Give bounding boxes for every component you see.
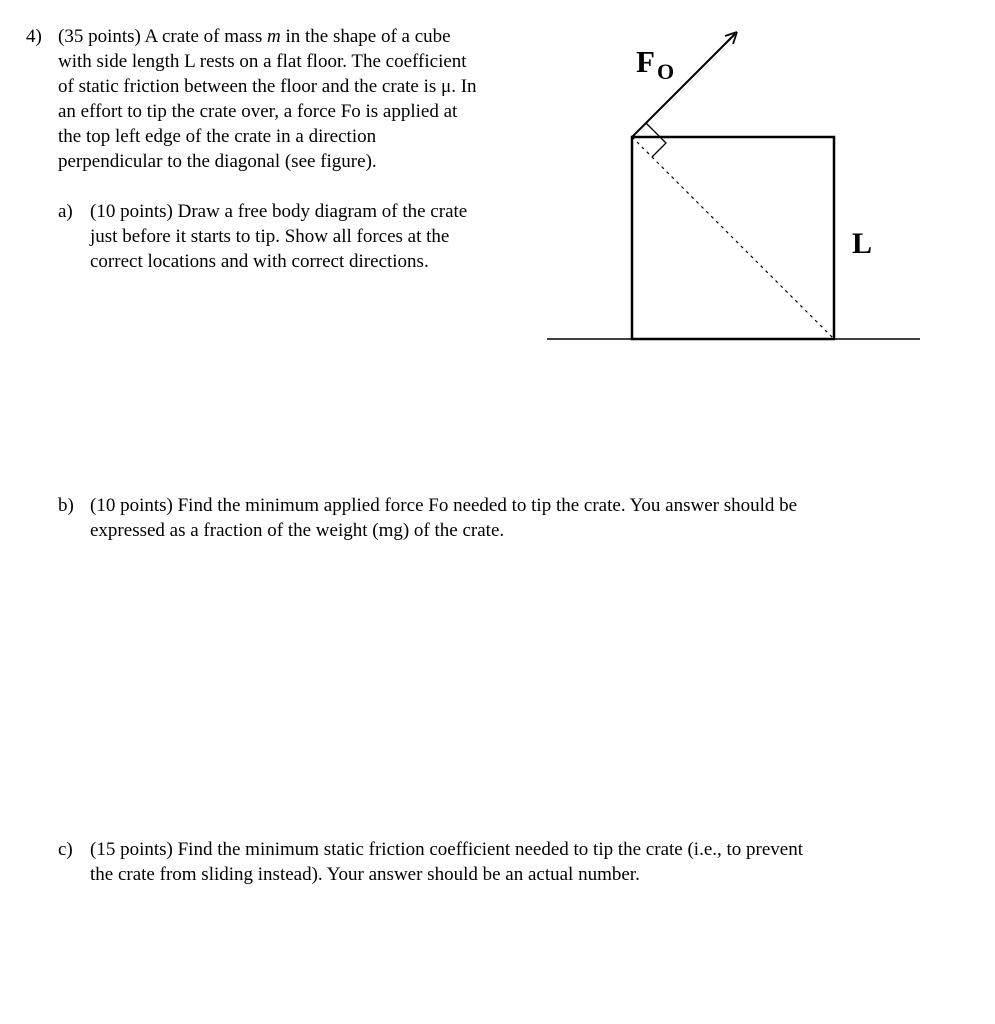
part-c-line-2: the crate from sliding instead). Your answer should be an actual number.	[90, 864, 640, 885]
part-a-line-2: just before it starts to tip. Show all forces at the	[90, 226, 450, 247]
side-length-label: L	[852, 227, 873, 260]
force-label: $F_O$	[636, 44, 675, 84]
intro-line-5: the top left edge of the crate in a direction	[58, 126, 377, 147]
mass-symbol: m	[266, 26, 281, 47]
part-a-label: a)	[58, 201, 73, 222]
part-b-label: b)	[58, 495, 74, 516]
right-angle-marker	[646, 123, 666, 157]
question-number: 4)	[26, 26, 42, 47]
intro-line-3: of static friction between the floor and the crate is μ. In	[58, 76, 477, 97]
part-a-line-3: correct locations and with correct directions.	[90, 251, 429, 272]
part-c-label: c)	[58, 839, 73, 860]
part-a-line-1: (10 points) Draw a free body diagram of the crate	[90, 201, 468, 222]
part-b-line-1: (10 points) Find the minimum applied force Fo needed to tip the crate. You answer should be	[90, 495, 798, 516]
intro-line-6: perpendicular to the diagonal (see figure).	[58, 151, 377, 172]
intro-line-4: an effort to tip the crate over, a force Fo is applied at	[58, 101, 458, 122]
crate-diagonal	[632, 137, 834, 339]
intro-line-2: with side length L rests on a flat floor. The coefficient	[58, 51, 467, 72]
part-c-line-1: (15 points) Find the minimum static friction coefficient needed to tip the crate (i.e., to prevent	[90, 839, 804, 860]
part-b-line-2: expressed as a fraction of the weight (mg) of the crate.	[90, 520, 505, 541]
intro-line-1: (35 points) A crate of mass m in the shape of a cube	[58, 26, 451, 47]
